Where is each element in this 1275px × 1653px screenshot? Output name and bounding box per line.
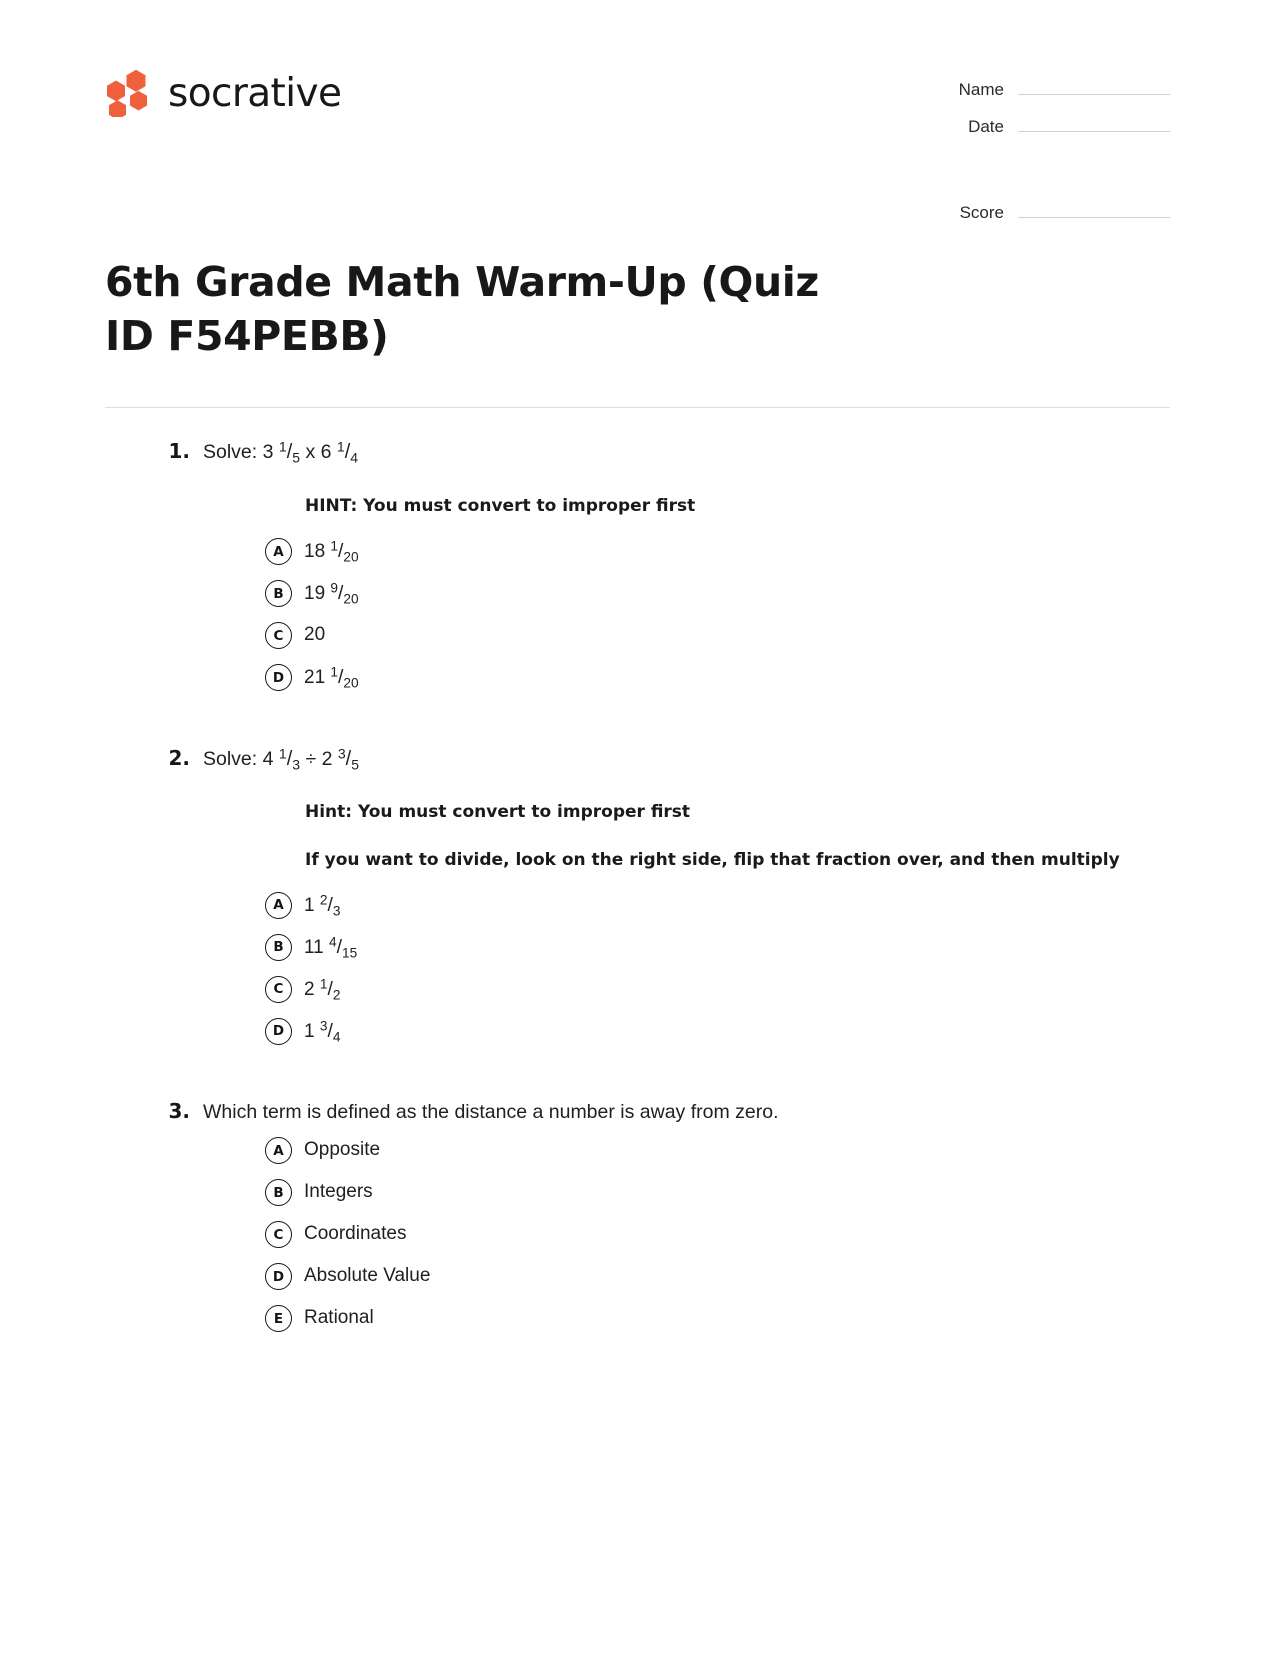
question-1-head <box>105 438 1170 468</box>
q1-frac2-slash: / <box>344 441 351 464</box>
q1-prompt-prefix: Solve: 3 <box>203 441 279 464</box>
q1-fraction-2 <box>336 438 359 466</box>
opt-denominator: 4 <box>332 1028 341 1044</box>
option-bubble-d[interactable]: D <box>265 1018 292 1045</box>
question-2-prompt <box>203 745 359 775</box>
option-bubble-b[interactable]: B <box>265 580 292 607</box>
opt-slash: / <box>338 539 344 562</box>
option-bubble-a[interactable]: A <box>265 538 292 565</box>
question-2-options <box>105 890 1170 1046</box>
opt-slash: / <box>327 1019 333 1042</box>
option-bubble-c[interactable]: C <box>265 976 292 1003</box>
question-3 <box>105 1098 1170 1333</box>
q1-frac2-numerator: 1 <box>336 438 345 455</box>
option-row[interactable] <box>105 663 1170 693</box>
option-row[interactable] <box>105 890 1170 920</box>
option-label: Rational <box>304 1307 374 1329</box>
opt-numerator: 1 <box>330 538 339 554</box>
q2-fraction-2 <box>337 744 360 773</box>
opt-numerator: 4 <box>329 934 337 950</box>
opt-slash: / <box>336 935 343 958</box>
q2-frac1-numerator: 1 <box>278 744 287 761</box>
option-label: Coordinates <box>304 1223 407 1245</box>
option-bubble-b[interactable]: B <box>265 934 292 961</box>
header-divider <box>105 407 1170 408</box>
question-2-hint-2: If you want to divide, look on the right side, flip that fraction over, and then multiply <box>305 849 1120 870</box>
opt-whole: 18 <box>304 540 331 562</box>
q2-frac2-denominator: 5 <box>351 756 360 773</box>
questions-list <box>105 438 1170 1333</box>
q2-frac1-slash: / <box>286 747 293 770</box>
option-label: 20 <box>304 624 326 646</box>
date-input-line[interactable] <box>1018 112 1170 132</box>
option-row[interactable] <box>105 579 1170 609</box>
student-fields <box>930 75 1170 235</box>
q2-fraction-1 <box>278 744 301 773</box>
question-3-prompt: Which term is defined as the distance a number is away from zero. <box>203 1101 779 1124</box>
score-field-row <box>930 198 1170 223</box>
option-label: Absolute Value <box>304 1265 431 1287</box>
option-row[interactable] <box>105 621 1170 651</box>
option-bubble-e[interactable]: E <box>265 1305 292 1332</box>
opt-denominator: 2 <box>332 986 341 1002</box>
q2-frac1-denominator: 3 <box>292 756 301 773</box>
opt-slash: / <box>327 977 333 1000</box>
q2-prompt-prefix: Solve: 4 <box>203 747 279 770</box>
opt-numerator: 2 <box>319 892 328 908</box>
option-bubble-a[interactable]: A <box>265 1137 292 1164</box>
date-field-row <box>930 112 1170 137</box>
option-row[interactable] <box>105 974 1170 1004</box>
name-label: Name <box>958 80 1004 99</box>
q1-frac1-numerator: 1 <box>278 438 287 455</box>
opt-denominator: 20 <box>343 549 359 565</box>
question-3-number: 3. <box>168 1099 190 1124</box>
socrative-hexagon-mark-icon <box>105 69 151 117</box>
option-bubble-c[interactable]: C <box>265 622 292 649</box>
brand-name: socrative <box>168 70 342 116</box>
option-label <box>304 976 340 1004</box>
opt-denominator: 15 <box>342 944 358 960</box>
opt-numerator: 1 <box>319 976 328 992</box>
option-label <box>304 934 357 962</box>
opt-numerator: 1 <box>330 664 339 680</box>
page-title: 6th Grade Math Warm-Up (Quiz ID F54PEBB) <box>105 258 819 361</box>
q2-frac2-numerator: 3 <box>337 744 346 761</box>
question-3-head <box>105 1098 1170 1127</box>
option-row[interactable] <box>105 932 1170 962</box>
question-1-options <box>105 537 1170 693</box>
option-bubble-c[interactable]: C <box>265 1221 292 1248</box>
name-input-line[interactable] <box>1018 75 1170 95</box>
question-3-options <box>105 1136 1170 1334</box>
opt-numerator: 3 <box>319 1018 328 1034</box>
opt-whole: 2 <box>304 978 320 1000</box>
option-row[interactable] <box>105 1304 1170 1334</box>
q1-prompt-middle: x 6 <box>300 441 337 464</box>
socrative-logo <box>105 69 341 117</box>
opt-slash: / <box>338 665 344 688</box>
question-1 <box>105 438 1170 692</box>
opt-whole: 21 <box>304 666 331 688</box>
option-row[interactable] <box>105 537 1170 567</box>
opt-whole: 11 <box>304 936 330 958</box>
question-1-number: 1. <box>168 439 190 464</box>
page-header <box>105 55 1170 235</box>
q2-prompt-middle: ÷ 2 <box>300 747 338 770</box>
score-label: Score <box>959 203 1004 222</box>
option-label: Integers <box>304 1181 373 1203</box>
question-2-number: 2. <box>168 745 190 770</box>
q1-frac1-slash: / <box>286 441 293 464</box>
option-bubble-b[interactable]: B <box>265 1179 292 1206</box>
option-label <box>304 664 359 692</box>
opt-whole: 1 <box>304 894 320 916</box>
option-row[interactable] <box>105 1016 1170 1046</box>
opt-whole: 19 <box>304 582 331 604</box>
opt-denominator: 20 <box>343 675 359 691</box>
question-1-hint-1: HINT: You must convert to improper first <box>305 496 696 517</box>
opt-denominator: 3 <box>332 902 341 918</box>
option-label <box>304 1018 340 1046</box>
option-bubble-d[interactable]: D <box>265 664 292 691</box>
option-row[interactable] <box>105 1136 1170 1166</box>
option-label <box>304 538 359 566</box>
score-input-line[interactable] <box>1018 198 1170 218</box>
opt-denominator: 20 <box>343 591 359 607</box>
name-field-row <box>930 75 1170 100</box>
question-2 <box>105 745 1170 1047</box>
question-1-prompt <box>203 438 358 468</box>
opt-slash: / <box>338 581 344 604</box>
option-label <box>304 892 340 920</box>
opt-slash: / <box>327 893 333 916</box>
option-row[interactable] <box>105 1262 1170 1292</box>
option-label: Opposite <box>304 1139 381 1161</box>
q1-fraction-1 <box>278 438 301 466</box>
opt-numerator: 9 <box>330 580 339 596</box>
q1-frac2-denominator: 4 <box>350 449 359 466</box>
q1-frac1-denominator: 5 <box>292 449 301 466</box>
question-2-head <box>105 745 1170 775</box>
question-2-hint-1: Hint: You must convert to improper first <box>305 802 691 823</box>
option-label <box>304 580 359 608</box>
option-bubble-a[interactable]: A <box>265 892 292 919</box>
opt-whole: 1 <box>304 1020 320 1042</box>
option-row[interactable] <box>105 1178 1170 1208</box>
option-row[interactable] <box>105 1220 1170 1250</box>
q2-frac2-slash: / <box>345 747 352 770</box>
option-bubble-d[interactable]: D <box>265 1263 292 1290</box>
date-label: Date <box>968 117 1004 136</box>
